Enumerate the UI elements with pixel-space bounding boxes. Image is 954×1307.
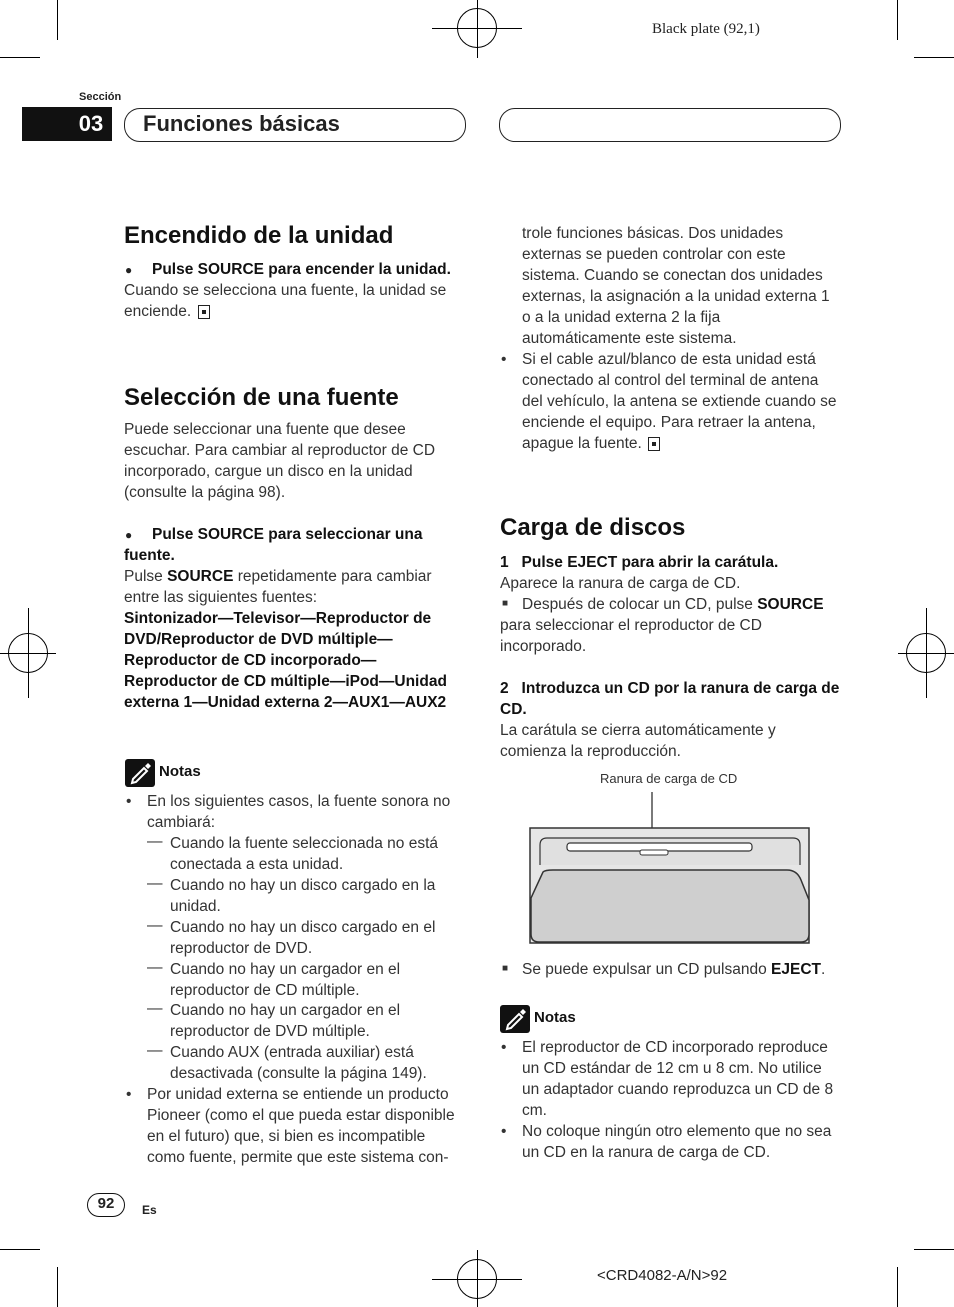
registration-mark-line <box>477 0 478 58</box>
section-label: Sección <box>79 91 122 103</box>
bullet-icon: ● <box>125 528 133 542</box>
registration-mark-line <box>477 1250 478 1307</box>
step-2: 2 Introduzca un CD por la ranura de carga de CD. <box>500 680 844 718</box>
crop-mark <box>897 0 898 40</box>
list-bullet: • <box>501 1123 507 1140</box>
figure-caption: Ranura de carga de CD <box>600 771 738 786</box>
list-dash: — <box>147 875 163 892</box>
language-code: Es <box>142 1203 157 1217</box>
note-item: El reproductor de CD incorporado reproduce un CD estándar de 12 cm u 8 cm. No utilice un adaptador cuando reproduzca un CD de 8 cm. <box>522 1039 834 1119</box>
step-1-note: Después de colocar un CD, pulse SOURCE para seleccionar el reproductor de CD incorporado. <box>500 596 824 655</box>
note-subitem: Cuando la fuente seleccionada no está conectada a esta unidad. <box>170 835 439 873</box>
square-bullet-icon: ■ <box>502 963 509 974</box>
list-bullet: • <box>126 793 132 810</box>
note-subitem: Cuando no hay un disco cargado en la unidad. <box>170 877 436 915</box>
note-subitem: Cuando no hay un cargador en el reproductor de CD múltiple. <box>170 961 401 999</box>
heading-source-select: Selección de una fuente <box>124 384 399 411</box>
square-bullet-icon: ■ <box>502 598 509 609</box>
list-dash: — <box>147 833 163 850</box>
note-item: Si el cable azul/blanco de esta unidad está conectado al control del terminal de antena del vehículo, la antena se extiende cuando se enciende el equipo. Para retraer la antena, apague la fuente. <box>522 351 837 452</box>
step-power-on: Pulse SOURCE para encender la unidad. <box>152 261 451 278</box>
list-dash: — <box>147 917 163 934</box>
power-on-text: Cuando se selecciona una fuente, la unidad se enciende. <box>124 282 447 320</box>
stop-icon <box>198 305 210 319</box>
crop-mark <box>914 57 954 58</box>
eject-note: Se puede expulsar un CD pulsando EJECT. <box>522 961 826 978</box>
source-intro: Puede seleccionar una fuente que desee escuchar. Para cambiar al reproductor de CD incorporado, cargue un disco en la unidad (consulte la página 98). <box>124 421 436 501</box>
crop-mark <box>897 1267 898 1307</box>
note-continuation: trole funciones básicas. Dos unidades externas se pueden controlar con este sistema. Cuando se conectan dos unidades externas, la asignación a la unidad externa 1 o a la unidad externa 2 la fija automáticamente este sistema. <box>522 225 830 347</box>
section-title-empty-box <box>499 108 841 142</box>
source-repeat-text: Pulse SOURCE repetidamente para cambiar entre las siguientes fuentes: <box>124 568 432 606</box>
step-source-select: Pulse SOURCE para seleccionar una fuente. <box>124 526 423 564</box>
crop-mark <box>0 1249 40 1250</box>
list-dash: — <box>147 959 163 976</box>
crop-mark <box>914 1249 954 1250</box>
crop-mark <box>57 1267 58 1307</box>
list-dash: — <box>147 1000 163 1017</box>
crop-mark <box>57 0 58 40</box>
source-chain: Sintonizador—Televisor—Reproductor de DVD/Reproductor de DVD múltiple—Reproductor de CD incorporado—Reproductor de CD múltiple—iPod—Unidad externa 1—Unidad externa 2—AUX1—AUX2 <box>124 610 447 711</box>
document-code: <CRD4082-A/N>92 <box>597 1267 728 1284</box>
registration-mark-line <box>926 608 927 698</box>
page-number: 92 <box>87 1193 125 1217</box>
note-subitem: Cuando no hay un cargador en el reproductor de DVD múltiple. <box>170 1002 401 1040</box>
section-number: 03 <box>22 107 112 141</box>
step-2-text: La carátula se cierra automáticamente y comienza la reproducción. <box>500 722 776 760</box>
notes-heading: Notas <box>534 1009 576 1026</box>
note-subitem: Cuando no hay un disco cargado en el reproductor de DVD. <box>170 919 436 957</box>
heading-power-on: Encendido de la unidad <box>124 222 394 249</box>
list-bullet: • <box>501 351 507 368</box>
notes-heading: Notas <box>159 763 201 780</box>
pencil-icon <box>500 1005 530 1033</box>
cd-slot-illustration <box>525 790 815 948</box>
pencil-icon <box>125 759 155 787</box>
list-bullet: • <box>501 1039 507 1056</box>
list-dash: — <box>147 1042 163 1059</box>
stop-icon <box>648 437 660 451</box>
crop-mark <box>0 57 40 58</box>
plate-label: Black plate (92,1) <box>652 21 760 37</box>
heading-loading-discs: Carga de discos <box>500 514 686 541</box>
step-1: 1 Pulse EJECT para abrir la carátula. <box>500 554 779 571</box>
registration-mark-line <box>28 608 29 698</box>
list-bullet: • <box>126 1086 132 1103</box>
section-title: Funciones básicas <box>124 108 466 142</box>
bullet-icon: ● <box>125 263 133 277</box>
note-item: Por unidad externa se entiende un producto Pioneer (como el que pueda estar disponible en el futuro) que, si bien es incompatible como fuente, permite que este sistema con- <box>147 1086 455 1166</box>
note-item: No coloque ningún otro elemento que no sea un CD en la ranura de carga de CD. <box>522 1123 832 1161</box>
step-1-text: Aparece la ranura de carga de CD. <box>500 575 741 592</box>
note-item: En los siguientes casos, la fuente sonora no cambiará: <box>147 793 451 831</box>
note-subitem: Cuando AUX (entrada auxiliar) está desactivada (consulte la página 149). <box>170 1044 427 1082</box>
